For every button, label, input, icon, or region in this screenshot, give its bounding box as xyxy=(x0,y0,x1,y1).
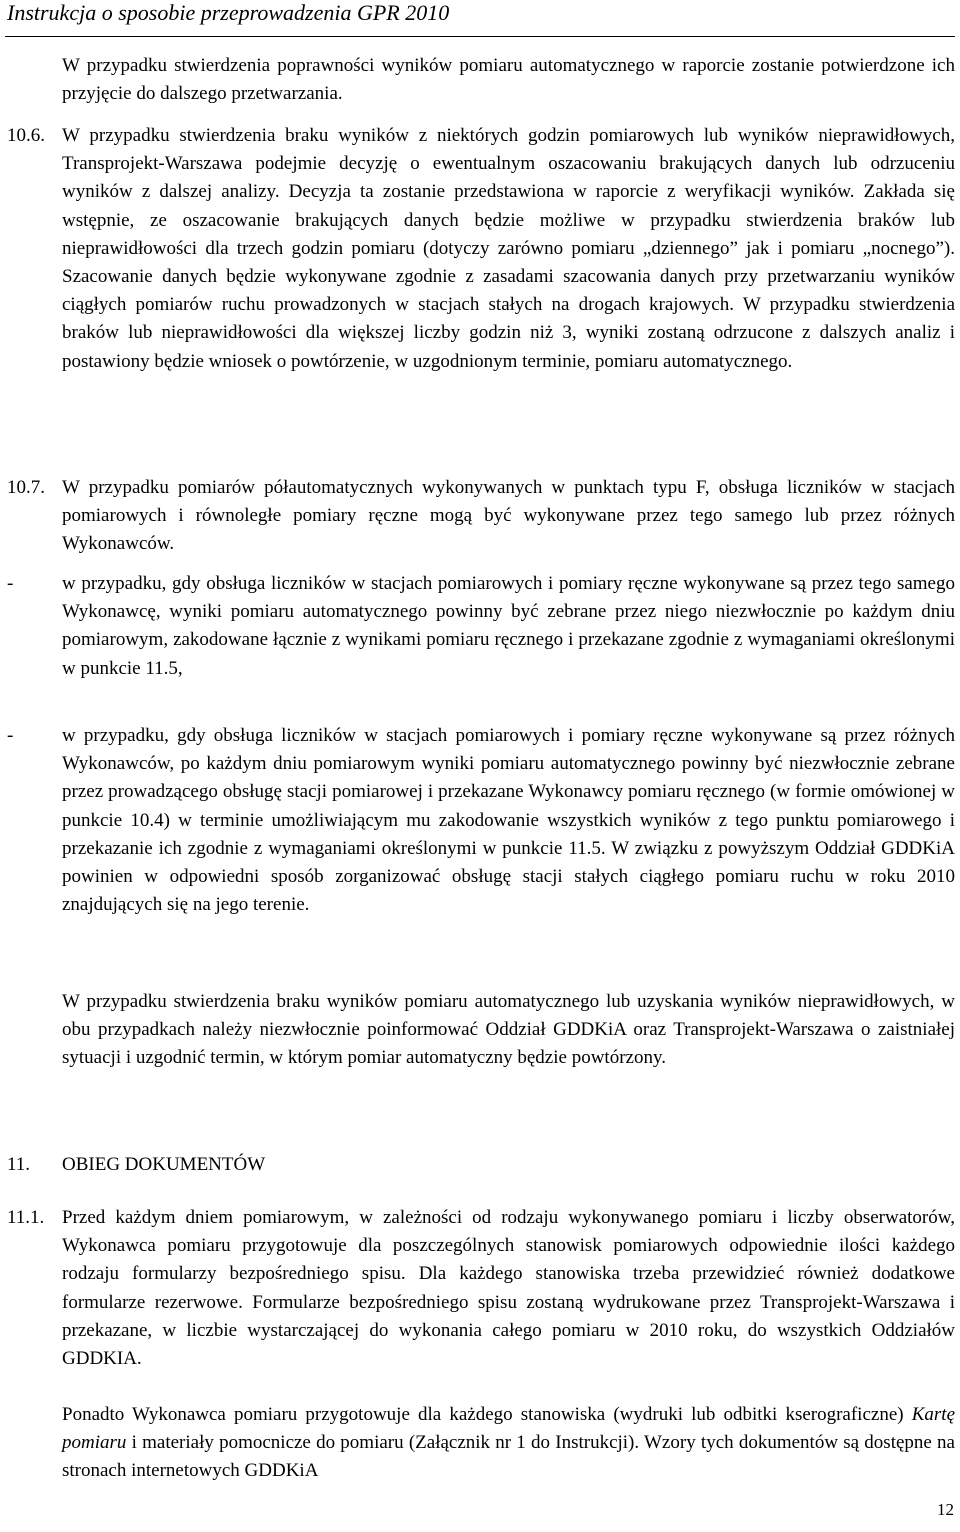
section-number-10-7: 10.7. xyxy=(7,477,45,498)
closing-paragraph: W przypadku stwierdzenia braku wyników pomiaru automatycznego lub uzyskania wyników nieprawidłowych, w obu przypadkach należy niezwłocznie poinformować Oddział GDDKiA oraz Transprojekt-Warszawa o zaistniałej sytuacji i uzgodnić termin, w którym pomiar automatyczny będzie powtórzony. xyxy=(62,991,955,1069)
continuation-text-start: Ponadto Wykonawca pomiaru przygotowuje dla każdego stanowiska (wydruki lub odbitki kserograficzne) xyxy=(62,1404,904,1425)
intro-paragraph: W przypadku stwierdzenia poprawności wyników pomiaru automatycznego w raporcie zostanie potwierdzone ich przyjęcie do dalszego przetwarzania. xyxy=(62,55,955,105)
section-10-6-text: W przypadku stwierdzenia braku wyników z niektórych godzin pomiarowych lub wyników nieprawidłowych, Transprojekt-Warszawa podejmie decyzję o ewentualnym oszacowaniu brakujących danych lub odrzuceniu wyników z dalszej analizy. Decyzja ta zostanie przedstawiona w raporcie z weryfikacji wyników. Zakłada się wstępnie, ze oszacowanie brakujących danych będzie możliwe w przypadku stwierdzenia braków lub nieprawidłowości dla trzech godzin pomiaru (dotyczy zarówno pomiaru „dziennego” jak i pomiaru „nocnego”). Szacowanie danych będzie wykonywane zgodnie z zasadami szacowania danych przy przetwarzaniu wyników ciągłych pomiarów ruchu prowadzonych w stacjach stałych na drogach krajowych. W przypadku stwierdzenia braków lub nieprawidłowości dla większej liczby godzin niż 3, wyniki zostaną odrzucone z dalszych analiz i postawiony będzie wniosek o powtórzenie, w uzgodnionym terminie, pomiaru automatycznego. xyxy=(62,125,955,372)
section-number-11: 11. xyxy=(7,1154,31,1175)
karta-pomiaru-term: Kartę pomiaru xyxy=(62,1404,955,1454)
section-11-1-text: Przed każdym dniem pomiarowym, w zależności od rodzaju wykonywanego pomiaru i liczby obserwatorów, Wykonawca pomiaru przygotowuje dla poszczególnych stanowisk pomiarowych odpowiednie ilości każdego rodzaju formularzy bezpośredniego spisu. Dla każdego stanowiska trzeba przewidzieć również dodatkowe formularze rezerwowe. Formularze bezpośredniego spisu zostaną wydrukowane przez Transprojekt-Warszawa i przekazane, w liczbie wystarczającej do wykonania całego pomiaru w 2010 roku, do wszystkich Oddziałów GDDKIA. xyxy=(62,1207,955,1370)
section-number-11-1: 11.1. xyxy=(7,1207,45,1228)
section-11-1-continuation xyxy=(62,1401,955,1486)
page-header xyxy=(5,0,955,37)
section-11-heading: OBIEG DOKUMENTÓW xyxy=(62,1154,266,1175)
bullet-marker: - xyxy=(7,725,14,746)
bullet-item-different-contractors: w przypadku, gdy obsługa liczników w stacjach pomiarowych i pomiary ręczne wykonywane są przez różnych Wykonawców, po każdym dniu pomiarowym wyniki pomiaru automatycznego powinny być niezwłocznie zebrane przez prowadzącego obsługę stacji pomiarowej i przekazane Wykonawcy pomiaru ręcznego (w formie omówionej w punkcie 10.4) w terminie umożliwiającym mu zakodowanie wszystkich wyników z tego punktu pomiarowego i przekazanie ich zgodnie z wymaganiami określonymi w punkcie 11.5. W związku z powyższym Oddział GDDKiA powinien w odpowiedni sposób zorganizować obsługę stacji stałych ciągłego pomiaru ruchu w roku 2010 znajdujących się na jego terenie. xyxy=(62,725,955,916)
document-title: Instrukcja o sposobie przeprowadzenia GPR 2010 xyxy=(7,0,450,25)
section-10-7-text: W przypadku pomiarów półautomatycznych wykonywanych w punktach typu F, obsługa liczników w stacjach pomiarowych i równoległe pomiary ręczne mogą być wykonywane przez tego samego lub przez różnych Wykonawców. xyxy=(62,477,955,555)
continuation-text-end: i materiały pomocnicze do pomiaru (Załącznik nr 1 do Instrukcji). Wzory tych dokumentów są dostępne na stronach internetowych GDDKiA xyxy=(62,1432,955,1482)
bullet-item-same-contractor: w przypadku, gdy obsługa liczników w stacjach pomiarowych i pomiary ręczne wykonywane są przez tego samego Wykonawcę, wyniki pomiaru automatycznego powinny być zebrane przez niego niezwłocznie po każdym dniu pomiarowym, zakodowane łącznie z wynikami pomiaru ręcznego i przekazane zgodnie z wymaganiami określonymi w punkcie 11.5, xyxy=(62,573,955,679)
section-number-10-6: 10.6. xyxy=(7,125,45,146)
page-number: 12 xyxy=(937,1500,954,1519)
bullet-marker: - xyxy=(7,573,14,594)
